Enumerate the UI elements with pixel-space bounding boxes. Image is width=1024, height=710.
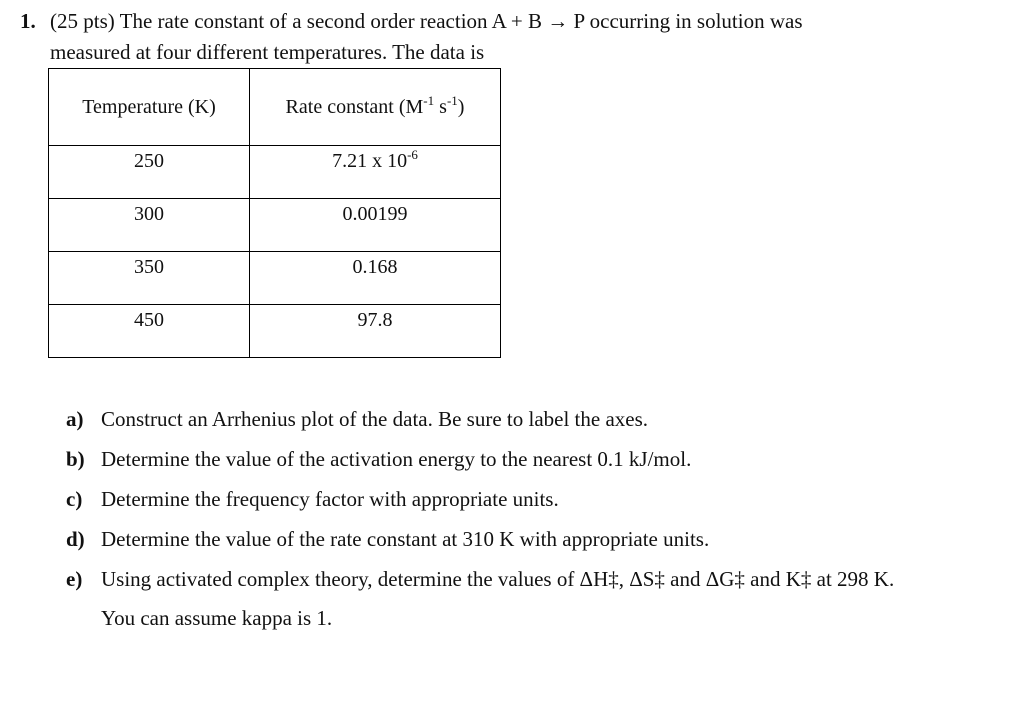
part-letter: e)	[66, 567, 83, 591]
part-text: Determine the value of the activation energy to the nearest 0.1 kJ/mol.	[101, 447, 692, 471]
question-text-line1: (25 pts) The rate constant of a second order reaction A + B → P occurring in solution was	[50, 9, 803, 33]
question-number: 1.	[20, 9, 36, 33]
rate-cell: 7.21 x $10^{-6}$	[250, 146, 501, 199]
temp-cell: 300	[49, 199, 250, 252]
header-temperature: Temperature (K)	[49, 69, 250, 146]
part-letter: a)	[66, 407, 84, 431]
header-rate-constant: Rate constant ($M^{-1}$ $s^{-1}$)	[250, 69, 501, 146]
rate-cell: 0.168	[250, 252, 501, 305]
temp-cell: 350	[49, 252, 250, 305]
part-text: Determine the value of the rate constant at 310 K with appropriate units.	[101, 527, 710, 551]
part-letter: b)	[66, 447, 85, 471]
table-row	[49, 305, 501, 358]
temp-cell: 450	[49, 305, 250, 358]
table-row	[49, 146, 501, 199]
table-row	[49, 199, 501, 252]
part-letter: d)	[66, 527, 85, 551]
note-text: You can assume kappa is 1.	[101, 606, 333, 630]
part-text: Construct an Arrhenius plot of the data. Be sure to label the axes.	[101, 407, 649, 431]
table-header-row	[49, 69, 501, 146]
rate-cell: 0.00199	[250, 199, 501, 252]
data-table	[48, 68, 501, 358]
temp-cell: 250	[49, 146, 250, 199]
part-letter: c)	[66, 487, 83, 511]
rate-cell: 97.8	[250, 305, 501, 358]
table-row	[49, 252, 501, 305]
question-header	[20, 6, 803, 68]
part-text: Determine the frequency factor with appropriate units.	[101, 487, 559, 511]
part-text: Using activated complex theory, determine the values of ΔH‡, ΔS‡ and ΔG‡ and K‡ at 298 K.	[101, 567, 895, 591]
question-text-line2: measured at four different temperatures. The data is	[50, 40, 485, 64]
